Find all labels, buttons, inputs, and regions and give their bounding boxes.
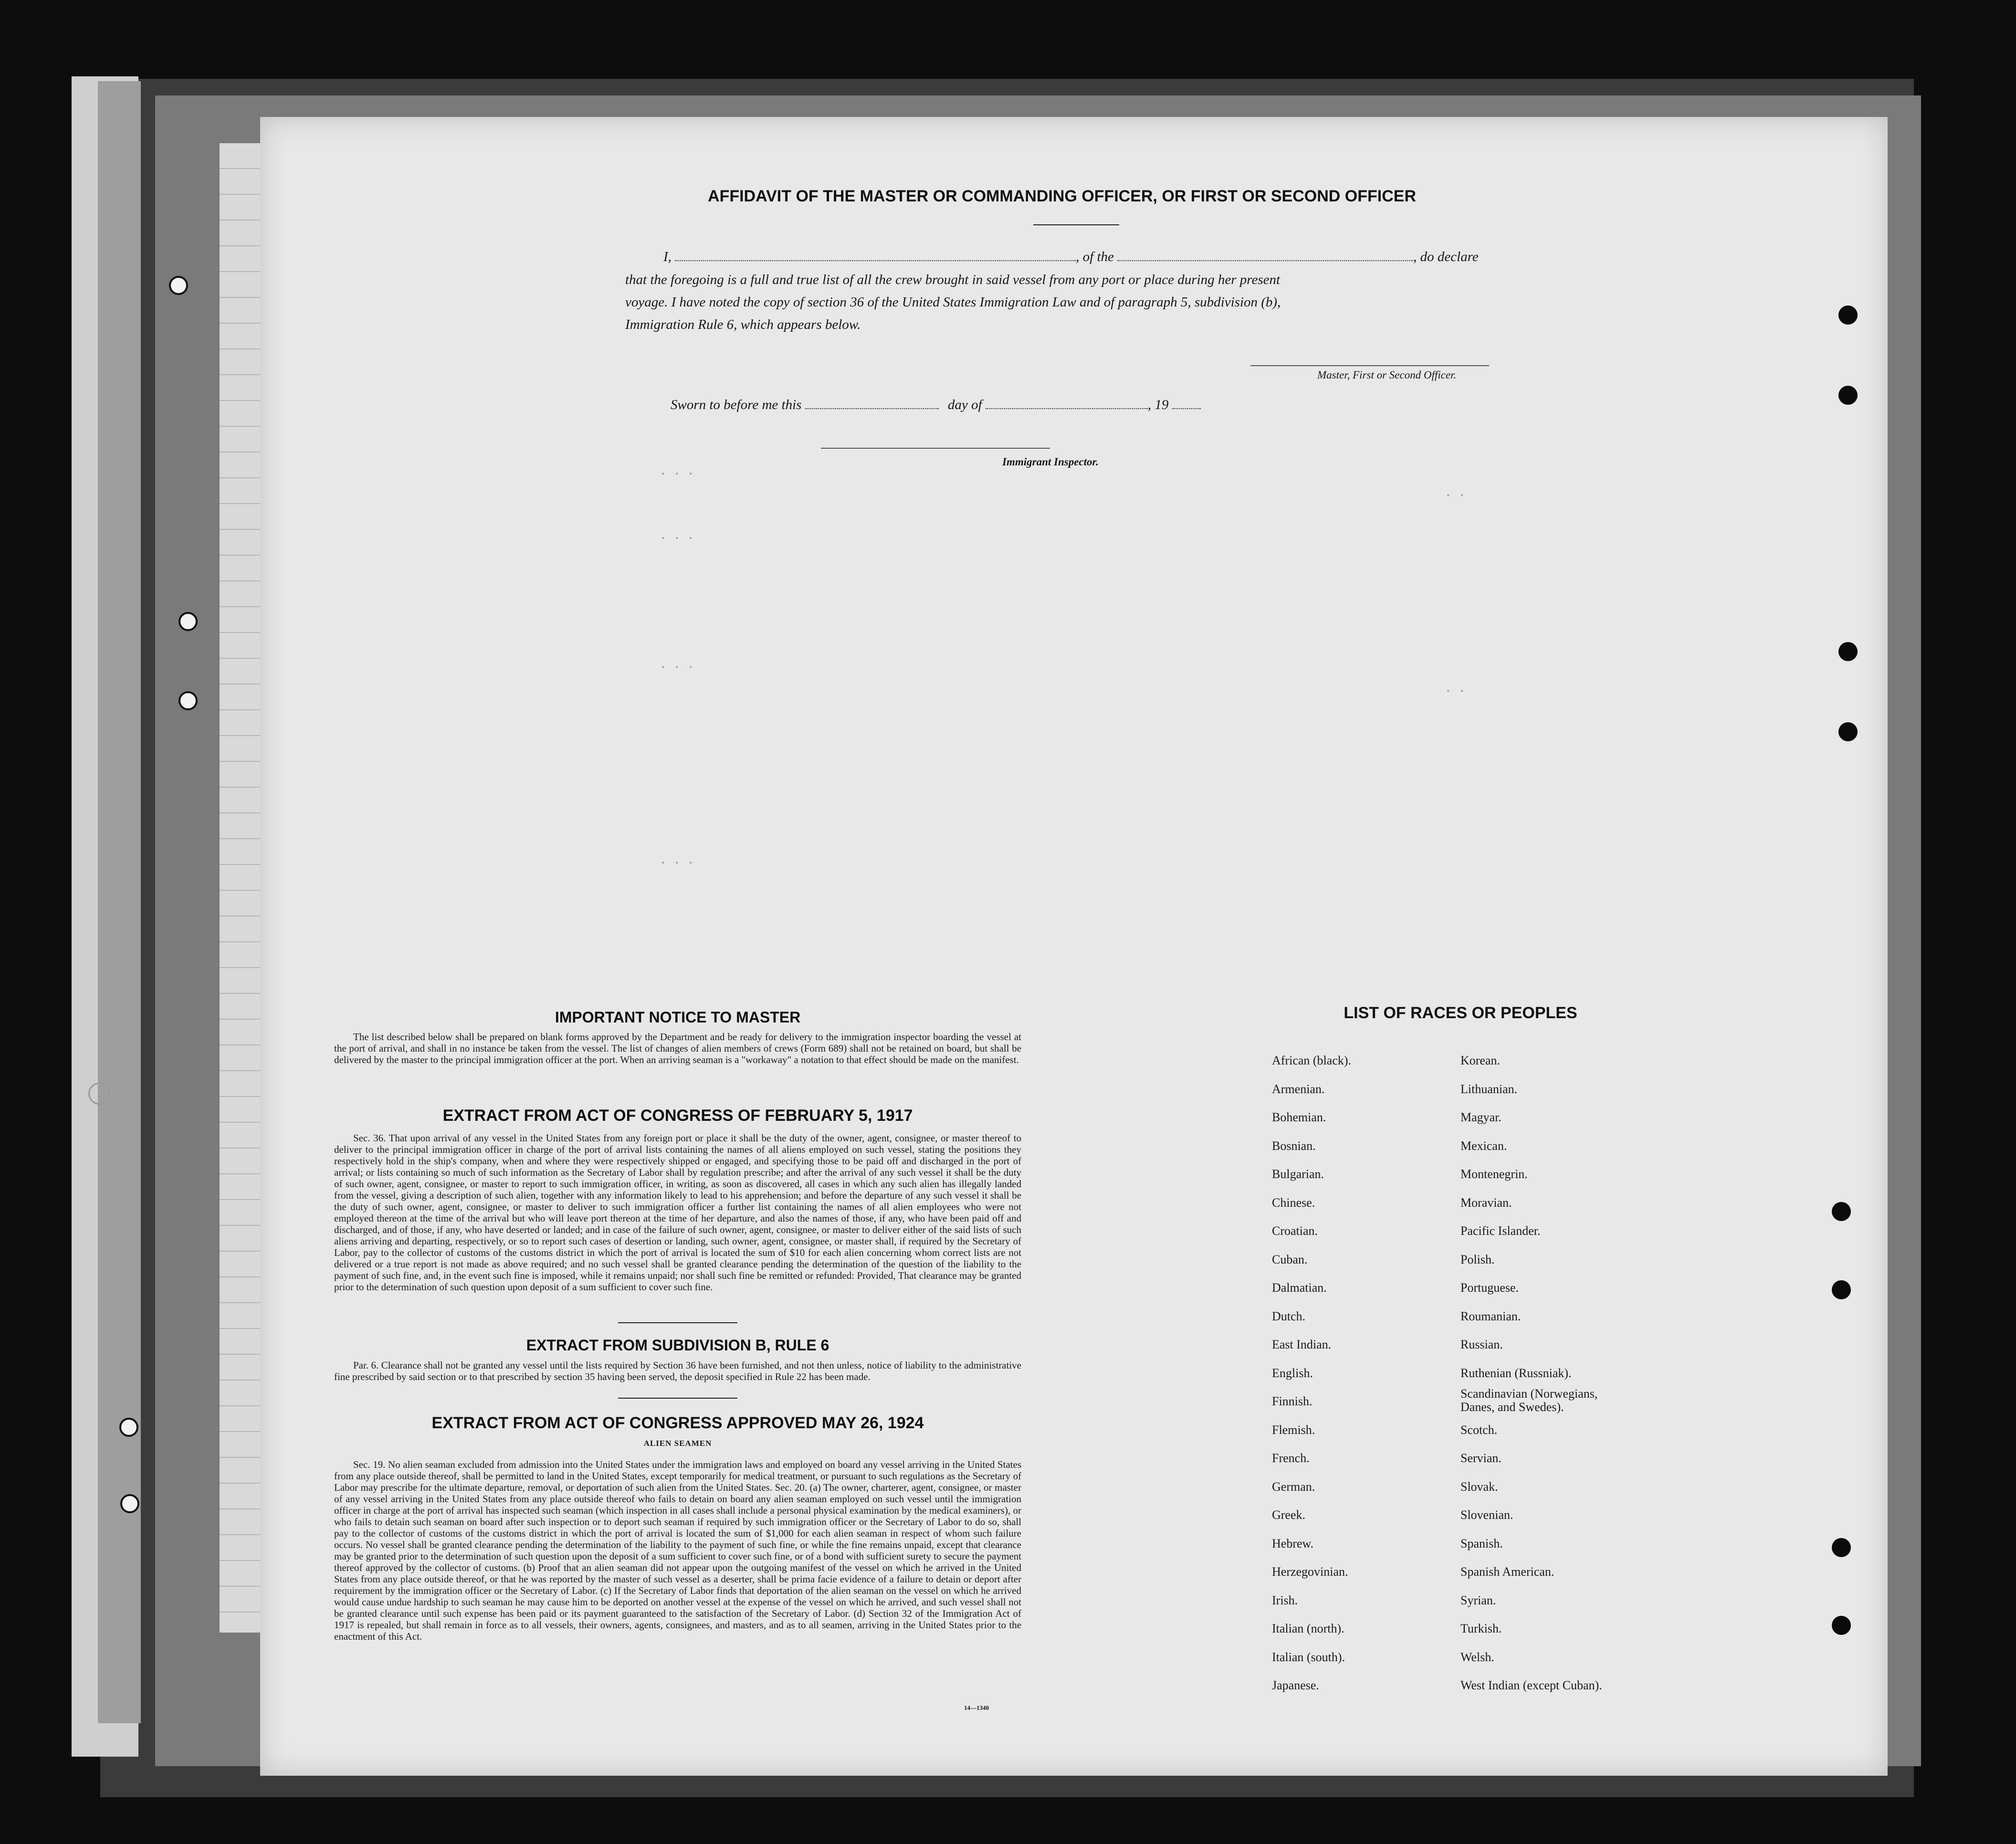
- race-item: Magyar.: [1460, 1110, 1502, 1124]
- extract-1924-subtitle: ALIEN SEAMEN: [643, 1439, 712, 1448]
- race-item: West Indian (except Cuban).: [1460, 1678, 1602, 1692]
- race-item: Italian (south).: [1272, 1650, 1345, 1664]
- race-item: Italian (north).: [1272, 1622, 1344, 1635]
- do-declare-label: , do declare: [1413, 249, 1479, 264]
- race-item: Greek.: [1272, 1508, 1306, 1522]
- binding-hole: [1832, 1538, 1851, 1557]
- race-item: Flemish.: [1272, 1423, 1315, 1437]
- year-blank[interactable]: [1172, 408, 1201, 409]
- binding-hole: [1838, 386, 1858, 405]
- subdivision-title: EXTRACT FROM SUBDIVISION B, RULE 6: [526, 1337, 830, 1354]
- binding-hole: [1838, 722, 1858, 741]
- divider: [618, 1322, 737, 1323]
- race-item: Slovak.: [1460, 1479, 1498, 1494]
- notice-text: The list described below shall be prepared on blank forms approved by the Department and be ready for delivery to the immigration inspector boarding the vessel at the port of arrival, and shall in no instance be taken from the vessel. The list of changes of alien members of crews (Form 689) shall not be retained on board, but shall be delivered by the master to the principal immigration officer at the port. When an arriving seaman is a "workaway" a notation to that effect should be made on the manifest.: [334, 1031, 1021, 1065]
- subdivision-text: Par. 6. Clearance shall not be granted any vessel until the lists required by Section 36 have been furnished, and not then unless, notice of liability to the administrative fine prescribed by said section or to that prescribed by section 35 having been served, the deposit specified in Rule 22 has been made.: [334, 1359, 1021, 1382]
- race-item: Russian.: [1460, 1338, 1503, 1351]
- binding-hole: [1838, 642, 1858, 661]
- race-item: Bulgarian.: [1272, 1167, 1324, 1181]
- affidavit-title: AFFIDAVIT OF THE MASTER OR COMMANDING OFFICER, OR FIRST OR SECOND OFFICER: [708, 187, 1416, 205]
- inspector-caption: Immigrant Inspector.: [1002, 456, 1099, 468]
- race-item: Cuban.: [1272, 1252, 1308, 1266]
- sworn-label: Sworn to before me this: [671, 397, 802, 412]
- declaration-line: [625, 249, 1532, 265]
- race-item: Portuguese.: [1460, 1281, 1519, 1295]
- binding-hole: [119, 1418, 138, 1437]
- binding-hole: [178, 612, 198, 631]
- race-item: Dalmatian.: [1272, 1281, 1327, 1295]
- binding-hole: [1832, 1616, 1851, 1635]
- binding-hole: [120, 1494, 139, 1513]
- extract-1924-title: EXTRACT FROM ACT OF CONGRESS APPROVED MAY 26, 1924: [431, 1414, 924, 1432]
- race-item: Roumanian.: [1460, 1309, 1521, 1323]
- race-item: Herzegovinian.: [1272, 1565, 1348, 1579]
- statement-line-2: voyage. I have noted the copy of section 36 of the United States Immigration Law and of paragraph 5, subdivision (b),: [625, 295, 1281, 310]
- races-title: LIST OF RACES OR PEOPLES: [1344, 1004, 1577, 1022]
- race-item: Korean.: [1460, 1054, 1501, 1067]
- left-binding-inner-strip: [98, 81, 141, 1723]
- races-right-column: [1460, 1046, 1737, 1700]
- race-item: Armenian.: [1272, 1082, 1325, 1096]
- binding-hole: [169, 276, 188, 295]
- race-item: Moravian.: [1460, 1195, 1512, 1210]
- race-item: Bosnian.: [1272, 1138, 1316, 1153]
- extract-1917-text: Sec. 36. That upon arrival of any vessel in the United States from any foreign port or place it shall be the duty of the owner, agent, consignee, or master thereof to deliver to the principal immigration officer in charge of the port of arrival lists containing the names of all aliens employed on such vessel, stating the positions they respectively hold in the ship's company, when and where they were respectively shipped or engaged, and specifying those to be paid off and discharged in the port of arrival; or lists containing so much of such information as the Secretary of Labor shall by regulation prescribe; and after the arrival of any such vessel it shall be the duty of such owner, agent, consignee, or master to report to such immigration officer, in writing, as soon as discovered, all cases in which any such alien has illegally landed from the vessel, giving a description of such alien, together with any information likely to lead to his apprehension; and before the departure of any such vessel it shall be the duty of such owner, agent, consignee, or master to deliver to such immigration officer a further list containing the names of all alien employees who were not employed thereon at the time of the arrival but who will leave port thereon at the time of her departure, and also the names of those, if any, who have been paid off and discharged, and of those, if any, who have deserted or landed; and in case of the failure of such owner, agent, consignee, or master to deliver either of the said lists of such aliens arriving and departing, respectively, or so to report such cases of desertion or landing, such owner, agent, consignee, or master shall, if required by the Secretary of Labor, pay to the collector of customs of the customs district in which the port of arrival is located the sum of $10 for each alien concerning whom correct lists are not delivered or a true report is not made as above required; and no such vessel shall be granted clearance pending the determination of the question of the liability to the payment of such fine, and, in the event such fine is imposed, while it remains unpaid; nor shall such fine be remitted or refunded: Provided, That clearance may be granted prior to the determination of such question upon deposit of a sum sufficient to cover such fine.: [334, 1132, 1021, 1293]
- i-label: I,: [663, 249, 672, 264]
- vessel-blank[interactable]: [1117, 260, 1413, 261]
- race-item: Montenegrin.: [1460, 1167, 1528, 1181]
- race-item: Polish.: [1460, 1252, 1495, 1266]
- race-item: Ruthenian (Russniak).: [1460, 1366, 1572, 1380]
- notice-title: IMPORTANT NOTICE TO MASTER: [555, 1009, 801, 1026]
- race-item: Lithuanian.: [1460, 1082, 1518, 1096]
- divider: [618, 1398, 737, 1399]
- extract-1917-title: EXTRACT FROM ACT OF CONGRESS OF FEBRUARY 5, 1917: [442, 1106, 913, 1125]
- sworn-line: [671, 397, 1201, 413]
- binding-hole: [178, 691, 198, 710]
- race-item: German.: [1272, 1479, 1315, 1494]
- race-item: Mexican.: [1460, 1138, 1507, 1153]
- year-label: , 19: [1147, 397, 1169, 412]
- race-item: Spanish.: [1460, 1536, 1503, 1550]
- race-item: Servian.: [1460, 1451, 1502, 1465]
- divider: [1033, 224, 1119, 225]
- binding-hole: [1838, 306, 1858, 325]
- day-of-label: day of: [947, 397, 982, 412]
- month-blank[interactable]: [986, 408, 1148, 409]
- form-number: 14—1340: [964, 1704, 989, 1711]
- of-the-label: , of the: [1076, 249, 1114, 264]
- day-blank[interactable]: [805, 408, 939, 409]
- race-item: English.: [1272, 1366, 1313, 1380]
- name-blank[interactable]: [675, 260, 1076, 261]
- race-item: Slovenian.: [1460, 1508, 1513, 1522]
- race-item: Japanese.: [1272, 1678, 1319, 1692]
- race-item: Bohemian.: [1272, 1110, 1326, 1124]
- race-item: Irish.: [1272, 1593, 1298, 1607]
- race-item: East Indian.: [1272, 1338, 1332, 1351]
- race-item: Turkish.: [1460, 1622, 1502, 1635]
- race-item: Scandinavian (Norwegians, Danes, and Swedes).: [1460, 1387, 1598, 1414]
- binding-hole: [88, 1083, 110, 1105]
- race-item: Croatian.: [1272, 1224, 1318, 1238]
- binding-hole: [1832, 1202, 1851, 1221]
- race-item: French.: [1272, 1451, 1310, 1465]
- statement-line-1: that the foregoing is a full and true list of all the crew brought in said vessel from any port or place during her present: [625, 272, 1281, 287]
- race-item: Chinese.: [1272, 1195, 1315, 1210]
- race-item: Spanish American.: [1460, 1565, 1554, 1579]
- inspector-signature-line[interactable]: [821, 448, 1050, 449]
- statement-line-3: Immigration Rule 6, which appears below.: [625, 317, 861, 332]
- race-item: African (black).: [1272, 1054, 1352, 1067]
- race-item: Hebrew.: [1272, 1536, 1314, 1550]
- race-item: Finnish.: [1272, 1394, 1312, 1408]
- signature-line[interactable]: [1250, 365, 1489, 366]
- race-item: Pacific Islander.: [1460, 1224, 1541, 1238]
- extract-1924-text: Sec. 19. No alien seaman excluded from admission into the United States under the immigration laws and employed on board any vessel arriving in the United States from any place outside thereof, shall be permitted to land in the United States, except temporarily for medical treatment, or pursuant to such regulations as the Secretary of Labor may prescribe for the ultimate departure, removal, or deportation of such alien from the United States. Sec. 20. (a) The owner, charterer, agent, consignee, or master of any vessel arriving in the United States from any place outside thereof who fails to detain on board any alien seaman employed on such vessel until the immigration officer in charge at the port of arrival has inspected such seaman (which inspection in all cases shall include a personal physical examination by the medical examiners), or who fails to detain such seaman on board after such inspection or to deport such seaman if required by such immigration officer or the Secretary of Labor to do so, shall pay to the collector of customs of the customs district in which the port of arrival is located the sum of $1,000 for each alien seaman in respect of whom such failure occurs. No vessel shall be granted clearance pending the determination of the liability to the payment of such fine, or while the fine remains unpaid, except that clearance may be granted prior to the determination of such question upon the deposit of a sum sufficient to cover such fine, or of a bond with sufficient surety to secure the payment thereof approved by the collector of customs. (b) Proof that an alien seaman did not appear upon the outgoing manifest of the vessel on which he arrived in the United States from any place outside thereof, or that he was reported by the master of such vessel as a deserter, shall be prima facie evidence of a failure to detain or deport after requirement by the immigration officer or the Secretary of Labor. (c) If the Secretary of Labor finds that deportation of the alien seaman on the vessel on which he arrived would cause undue hardship to such seaman he may cause him to be deported on another vessel at the expense of the vessel on which he arrived, and such vessel shall not be granted clearance until such expense has been paid or its payment guaranteed to the satisfaction of the Secretary of Labor. (d) Section 32 of the Immigration Act of 1917 is repealed, but shall remain in force as to all vessels, their owners, agents, consignees, and masters, and as to all seamen, arriving in the United States prior to the enactment of this Act.: [334, 1459, 1021, 1642]
- race-item: Scotch.: [1460, 1423, 1498, 1437]
- races-left-column: [1272, 1046, 1453, 1700]
- race-item: Welsh.: [1460, 1650, 1494, 1664]
- binding-hole: [1832, 1280, 1851, 1299]
- race-item: Syrian.: [1460, 1593, 1496, 1607]
- signature-caption: Master, First or Second Officer.: [1317, 369, 1457, 381]
- race-item: Dutch.: [1272, 1309, 1306, 1323]
